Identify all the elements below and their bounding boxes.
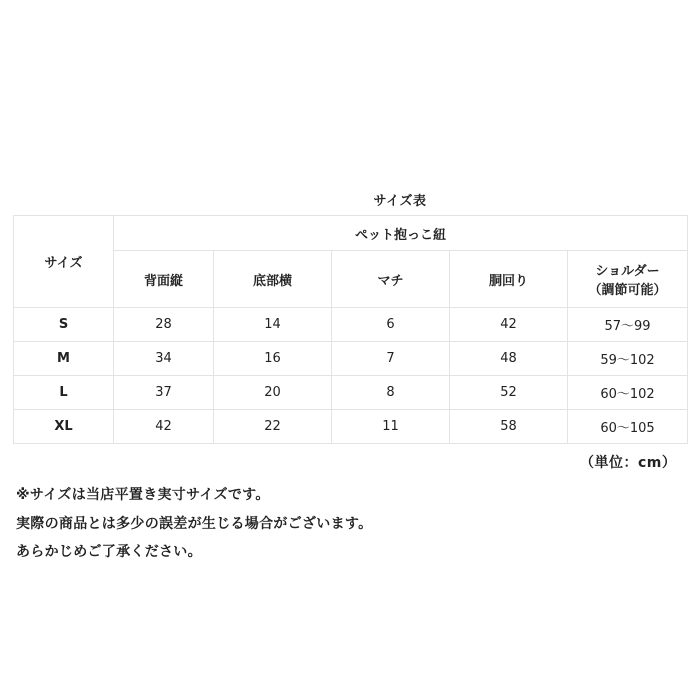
column-header-girth: 胴回り [450, 251, 568, 308]
size-cell: L [14, 376, 114, 410]
table-cell: 52 [450, 376, 568, 410]
note-line: あらかじめご了承ください。 [16, 544, 202, 560]
note-line: ※サイズは当店平置き実寸サイズです。 [16, 487, 270, 503]
size-column-header: サイズ [14, 216, 114, 308]
note-line: 実際の商品とは多少の誤差が生じる場合がございます。 [16, 515, 373, 532]
table-cell: 42 [114, 410, 214, 444]
table-row [14, 342, 688, 376]
table-row [14, 376, 688, 410]
table-cell: 60～102 [568, 376, 688, 410]
table-cell: 58 [450, 410, 568, 444]
column-header-shoulder [568, 251, 688, 308]
page-title: サイズ表 [373, 194, 427, 209]
table-cell: 34 [114, 342, 214, 376]
shoulder-header-label: ショルダー [595, 264, 660, 279]
column-header-gusset: マチ [332, 251, 450, 308]
table-cell: 7 [332, 342, 450, 376]
notes [16, 481, 372, 567]
table-cell: 16 [214, 342, 332, 376]
table-cell: 14 [214, 308, 332, 342]
size-cell: S [14, 308, 114, 342]
table-header-row [14, 216, 688, 251]
column-header-bottom-width: 底部横 [214, 251, 332, 308]
size-table [13, 215, 688, 444]
unit-label: （単位：cm） [580, 455, 677, 471]
table-cell: 60～105 [568, 410, 688, 444]
shoulder-header-note: （調節可能） [588, 283, 667, 298]
table-subheader-row [14, 251, 688, 308]
table-cell: 48 [450, 342, 568, 376]
table-cell: 20 [214, 376, 332, 410]
size-cell: XL [14, 410, 114, 444]
table-cell: 28 [114, 308, 214, 342]
table-cell: 42 [450, 308, 568, 342]
table-cell: 59～102 [568, 342, 688, 376]
product-name-header: ペット抱っこ紐 [114, 216, 688, 251]
table-cell: 37 [114, 376, 214, 410]
size-cell: M [14, 342, 114, 376]
table-row [14, 410, 688, 444]
column-header-back-length: 背面縦 [114, 251, 214, 308]
table-row [14, 308, 688, 342]
table-cell: 22 [214, 410, 332, 444]
table-cell: 11 [332, 410, 450, 444]
table-cell: 6 [332, 308, 450, 342]
table-cell: 8 [332, 376, 450, 410]
table-cell: 57～99 [568, 308, 688, 342]
